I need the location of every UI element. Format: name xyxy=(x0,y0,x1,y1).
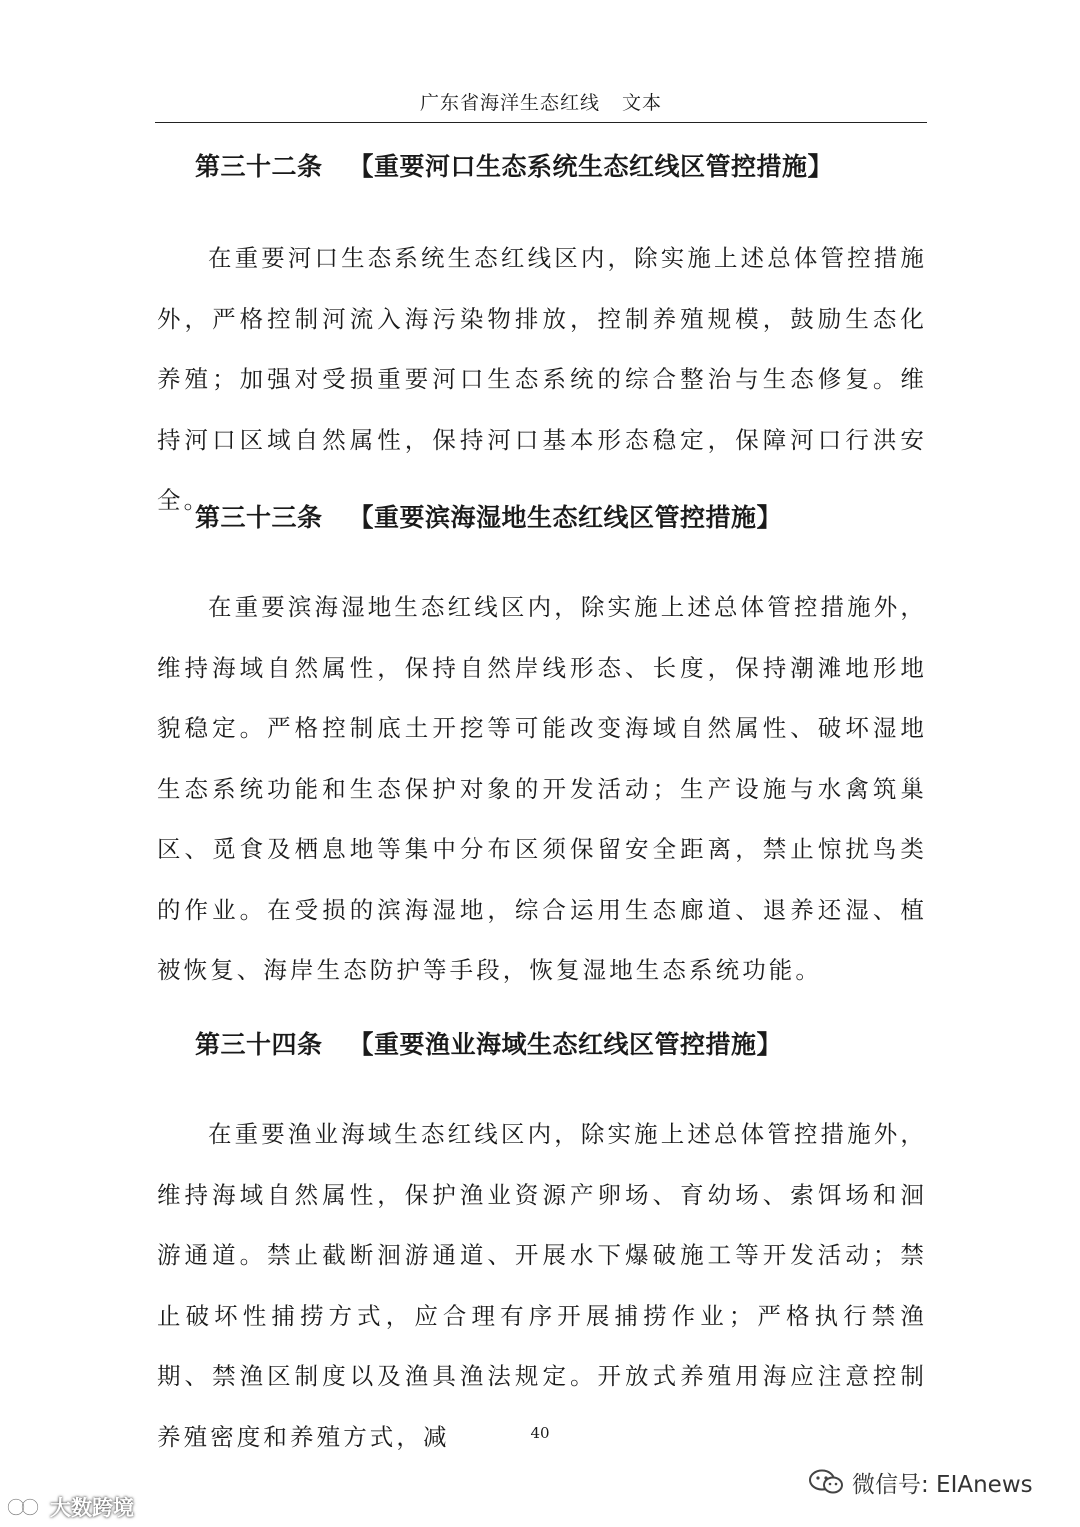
wechat-label: 微信号: EIAnews xyxy=(852,1471,1033,1498)
article-body: 在重要渔业海域生态红线区内，除实施上述总体管控措施外，维持海域自然属性，保护渔业资源产卵场、育幼场、索饵场和洄游通道。禁止截断洄游通道、开展水下爆破施工等开发活动；禁止破坏性捕捞方式，应合理有序开展捕捞作业；严格执行禁渔期、禁渔区制度以及渔具渔法规定。开放式养殖用海应注意控制养殖密度和养殖方式，减 xyxy=(157,1120,927,1451)
article-heading xyxy=(157,503,927,533)
header-doc-type: 文本 xyxy=(622,92,663,114)
article-number: 第三十四条 xyxy=(195,1030,323,1059)
article-title: 【重要滨海湿地生态红线区管控措施】 xyxy=(348,503,783,532)
dashukuajing-logo-icon xyxy=(6,1495,46,1519)
header-doc-title: 广东省海洋生态红线 xyxy=(419,92,600,114)
article-33 xyxy=(157,503,927,1001)
page-header xyxy=(155,88,927,123)
wechat-watermark xyxy=(808,1465,1033,1499)
article-number: 第三十二条 xyxy=(195,152,323,181)
page-number: 40 xyxy=(530,1424,550,1442)
article-heading xyxy=(157,1030,927,1060)
article-body: 在重要滨海湿地生态红线区内，除实施上述总体管控措施外，维持海域自然属性，保持自然岸线形态、长度，保持潮滩地形地貌稳定。严格控制底土开挖等可能改变海域自然属性、破坏湿地生态系统功能和生态保护对象的开发活动；生产设施与水禽筑巢区、觅食及栖息地等集中分布区须保留安全距离，禁止惊扰鸟类的作业。在受损的滨海湿地，综合运用生态廊道、退养还湿、植被恢复、海岸生态防护等手段，恢复湿地生态系统功能。 xyxy=(157,593,927,984)
article-body: 在重要河口生态系统生态红线区内，除实施上述总体管控措施外，严格控制河流入海污染物排放，控制养殖规模，鼓励生态化养殖；加强对受损重要河口生态系统的综合整治与生态修复。维持河口区域自然属性，保持河口基本形态稳定，保障河口行洪安全。 xyxy=(157,244,927,514)
article-title: 【重要渔业海域生态红线区管控措施】 xyxy=(348,1030,783,1059)
source-label: 大数跨境 xyxy=(50,1496,134,1520)
wechat-icon xyxy=(808,1469,844,1495)
article-34 xyxy=(157,1030,927,1467)
article-heading xyxy=(157,152,927,182)
article-number: 第三十三条 xyxy=(195,503,323,532)
source-watermark xyxy=(6,1492,134,1522)
article-title: 【重要河口生态系统生态红线区管控措施】 xyxy=(348,152,834,181)
article-32 xyxy=(157,152,927,531)
